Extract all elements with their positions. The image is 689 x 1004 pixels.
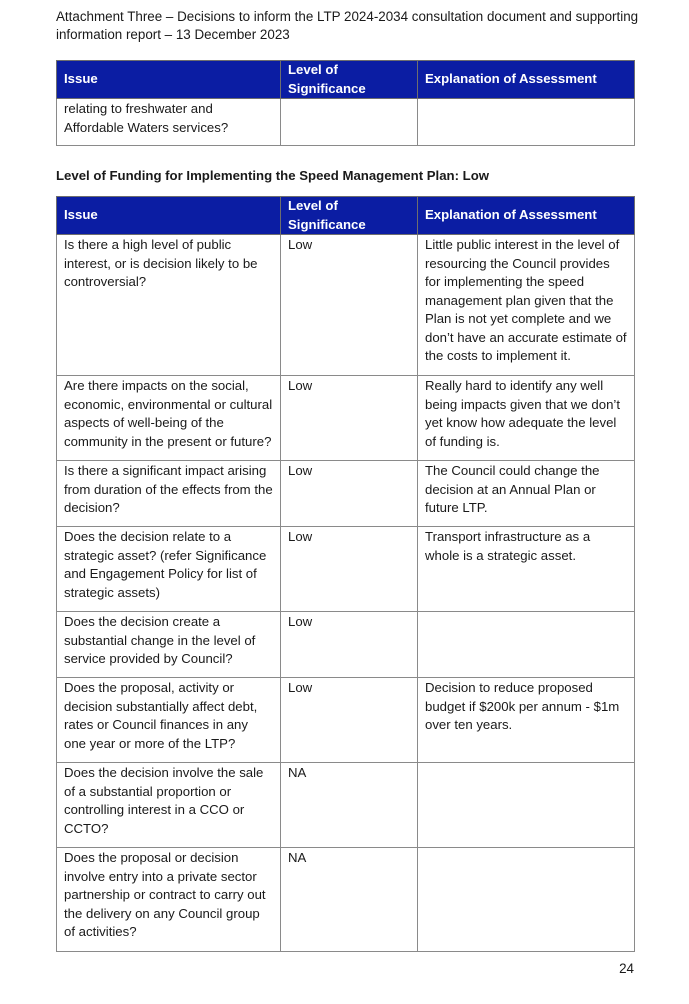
level-cell: NA [281, 763, 418, 848]
issue-cell: Does the decision involve the sale of a substantial proportion or controlling interest in a CCO or CCTO? [57, 763, 281, 848]
level-cell: Low [281, 461, 418, 527]
explanation-cell: The Council could change the decision at an Annual Plan or future LTP. [418, 461, 635, 527]
issue-cell: Does the decision create a substantial change in the level of service provided by Council? [57, 612, 281, 678]
level-cell: Low [281, 527, 418, 612]
page-header [56, 8, 646, 43]
table-row [57, 99, 635, 146]
table-row [57, 461, 635, 527]
table-row [57, 763, 635, 848]
column-header-explanation: Explanation of Assessment [418, 197, 635, 235]
table-row [57, 527, 635, 612]
column-header-level: Level of Significance [281, 197, 418, 235]
column-header-level: Level of Significance [281, 61, 418, 99]
level-cell: Low [281, 376, 418, 461]
table-row [57, 376, 635, 461]
explanation-cell: Transport infrastructure as a whole is a strategic asset. [418, 527, 635, 612]
issue-cell: Does the proposal or decision involve entry into a private sector partnership or contract to carry out the delivery on any Council group of activities? [57, 848, 281, 952]
continued-assessment-table [56, 60, 635, 146]
header-line-2: information report – 13 December 2023 [56, 26, 290, 42]
level-cell: Low [281, 235, 418, 376]
explanation-cell: Little public interest in the level of resourcing the Council provides for implementing the speed management plan given that the Plan is not yet complete and we don’t have an accurate estimate of the costs to implement it. [418, 235, 635, 376]
table-header-row [57, 61, 635, 99]
column-header-explanation: Explanation of Assessment [418, 61, 635, 99]
issue-cell: Are there impacts on the social, economic, environmental or cultural aspects of well-being of the community in the present or future? [57, 376, 281, 461]
level-cell: NA [281, 848, 418, 952]
issue-cell: Does the decision relate to a strategic asset? (refer Significance and Engagement Policy for list of strategic assets) [57, 527, 281, 612]
section-heading: Level of Funding for Implementing the Speed Management Plan: Low [56, 168, 490, 183]
explanation-cell [418, 612, 635, 678]
explanation-cell [418, 848, 635, 952]
column-header-issue: Issue [57, 61, 281, 99]
table-row [57, 235, 635, 376]
header-line-1: Attachment Three – Decisions to inform the LTP 2024-2034 consultation document and supporting [56, 9, 639, 24]
table-row [57, 612, 635, 678]
issue-cell: Does the proposal, activity or decision substantially affect debt, rates or Council finances in any one year or more of the LTP? [57, 678, 281, 763]
level-cell: Low [281, 612, 418, 678]
issue-cell: Is there a significant impact arising from duration of the effects from the decision? [57, 461, 281, 527]
table-row [57, 678, 635, 763]
column-header-issue: Issue [57, 197, 281, 235]
issue-cell: Is there a high level of public interest, or is decision likely to be controversial? [57, 235, 281, 376]
table-row [57, 848, 635, 952]
issue-cell: relating to freshwater and Affordable Waters services? [57, 99, 281, 146]
explanation-cell: Decision to reduce proposed budget if $200k per annum - $1m over ten years. [418, 678, 635, 763]
page-number: 24 [619, 961, 634, 976]
explanation-cell [418, 763, 635, 848]
explanation-cell [418, 99, 635, 146]
speed-management-assessment-table [56, 196, 635, 952]
table-header-row [57, 197, 635, 235]
explanation-cell: Really hard to identify any well being impacts given that we don’t yet know how adequate the level of funding is. [418, 376, 635, 461]
level-cell: Low [281, 678, 418, 763]
level-cell [281, 99, 418, 146]
